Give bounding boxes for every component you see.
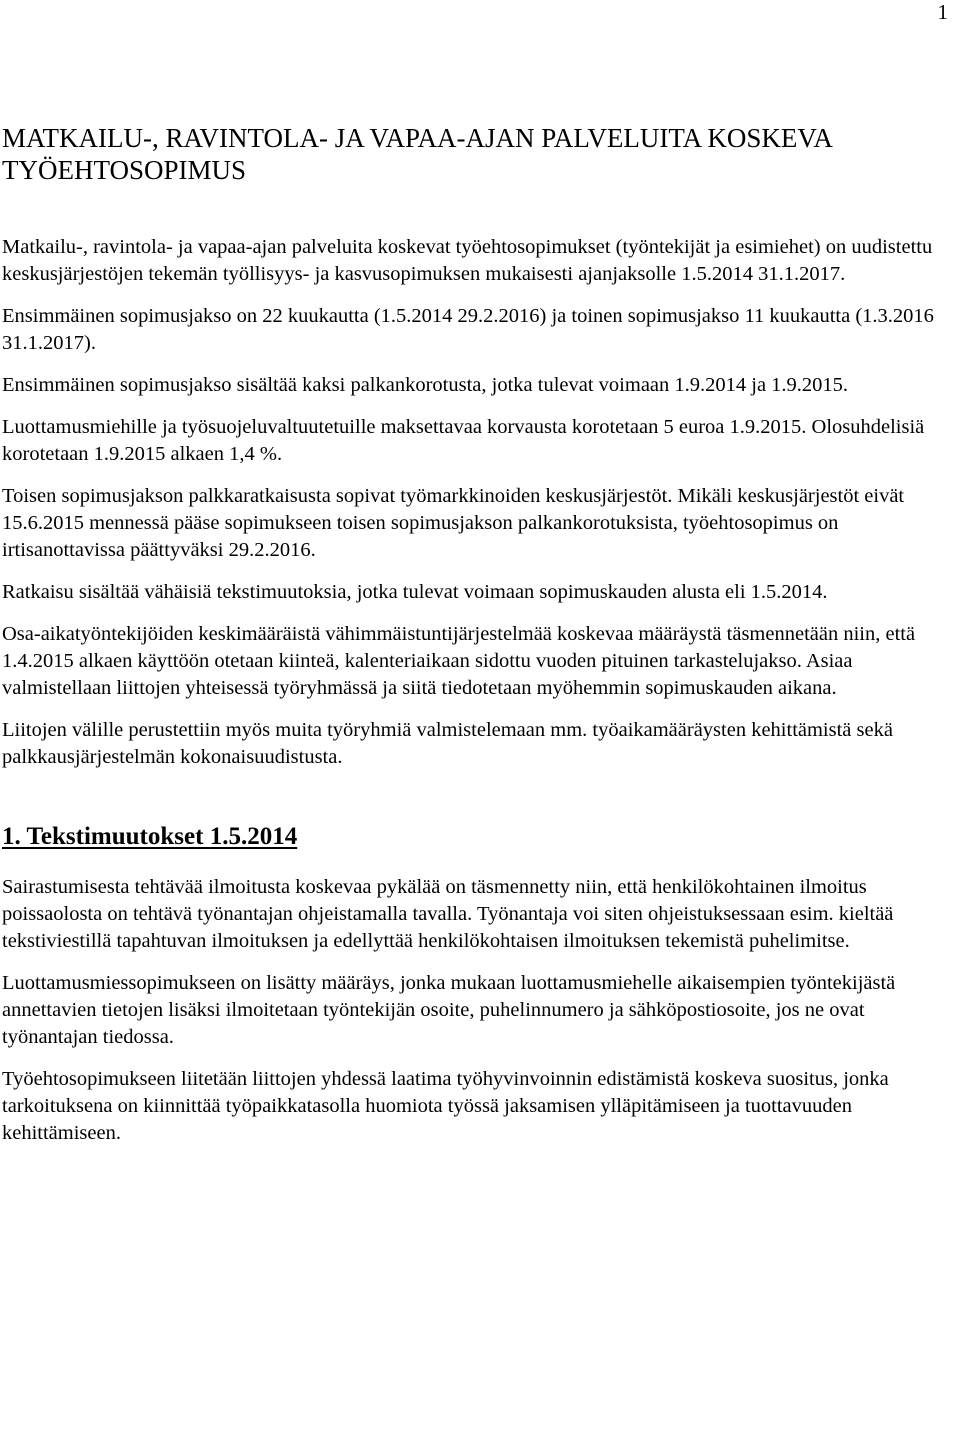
document-title-line-2: TYÖEHTOSOPIMUS	[2, 155, 247, 185]
intro-paragraph-2: Ensimmäinen sopimusjakso on 22 kuukautta (1.5.2014 29.2.2016) ja toinen sopimusjakso 11 kuukautta (1.3.2016 31.1.2017).	[2, 305, 934, 354]
document-body	[2, 122, 952, 1162]
document-title	[2, 122, 952, 186]
section-heading: 1. Tekstimuutokset 1.5.2014	[2, 823, 298, 850]
intro-paragraph-1: Matkailu-, ravintola- ja vapaa-ajan palveluita koskevat työehtosopimukset (työntekijät ja esimiehet) on uudistettu keskusjärjestöjen tekemän työllisyys- ja kasvusopimuksen mukaisesti ajanjaksolle 1.5.2014 31.1.2017.	[2, 236, 933, 285]
section-paragraph-3: Työehtosopimukseen liitetään liittojen yhdessä laatima työhyvinvoinnin edistämistä koskeva suositus, jonka tarkoituksena on kiinnittää työpaikkatasolla huomiota työssä jaksamisen ylläpitämiseen ja tuottavuuden kehittämiseen.	[2, 1068, 889, 1144]
section-paragraph-1: Sairastumisesta tehtävää ilmoitusta koskevaa pykälää on täsmennetty niin, että henkilökohtainen ilmoitus poissaolosta on tehtävä työnantajan ohjeistamalla tavalla. Työnantaja voi siten ohjeistuksessaan esim. kieltää tekstiviestillä tapahtuvan ilmoituksen ja edellyttää henkilökohtaisen ilmoituksen tekemistä puhelimitse.	[2, 876, 894, 952]
intro-paragraph-8: Liitojen välille perustettiin myös muita työryhmiä valmistelemaan mm. työaikamääräysten kehittämistä sekä palkkausjärjestelmän kokonaisuudistusta.	[2, 719, 893, 768]
intro-paragraph-6: Ratkaisu sisältää vähäisiä tekstimuutoksia, jotka tulevat voimaan sopimuskauden alusta eli 1.5.2014.	[2, 581, 828, 603]
page-number: 1	[937, 0, 948, 24]
intro-paragraph-3: Ensimmäinen sopimusjakso sisältää kaksi palkankorotusta, jotka tulevat voimaan 1.9.2014 ja 1.9.2015.	[2, 374, 849, 396]
intro-paragraph-4: Luottamusmiehille ja työsuojeluvaltuutetuille maksettavaa korvausta korotetaan 5 euroa 1.9.2015. Olosuhdelisiä korotetaan 1.9.2015 alkaen 1,4 %.	[2, 416, 925, 465]
intro-paragraph-7: Osa-aikatyöntekijöiden keskimääräistä vähimmäistuntijärjestelmää koskevaa määräystä täsmennetään niin, että 1.4.2015 alkaen käyttöön otetaan kiinteä, kalenteriaikaan sidottu vuoden pituinen tarkastelujakso. Asiaa valmistellaan liittojen yhteisessä työryhmässä ja siitä tiedotetaan myöhemmin sopimuskauden aikana.	[2, 623, 916, 699]
document-title-line-1: MATKAILU-, RAVINTOLA- JA VAPAA-AJAN PALVELUITA KOSKEVA	[2, 123, 833, 153]
intro-paragraph-5: Toisen sopimusjakson palkkaratkaisusta sopivat työmarkkinoiden keskusjärjestöt. Mikäli keskusjärjestöt eivät 15.6.2015 mennessä pääse sopimukseen toisen sopimusjakson palkankorotuksista, työehtosopimus on irtisanottavissa päättyväksi 29.2.2016.	[2, 485, 905, 561]
section-paragraph-2: Luottamusmiessopimukseen on lisätty määräys, jonka mukaan luottamusmiehelle aikaisempien työntekijästä annettavien tietojen lisäksi ilmoitetaan työntekijän osoite, puhelinnumero ja sähköpostiosoite, jos ne ovat työnantajan tiedossa.	[2, 972, 896, 1048]
